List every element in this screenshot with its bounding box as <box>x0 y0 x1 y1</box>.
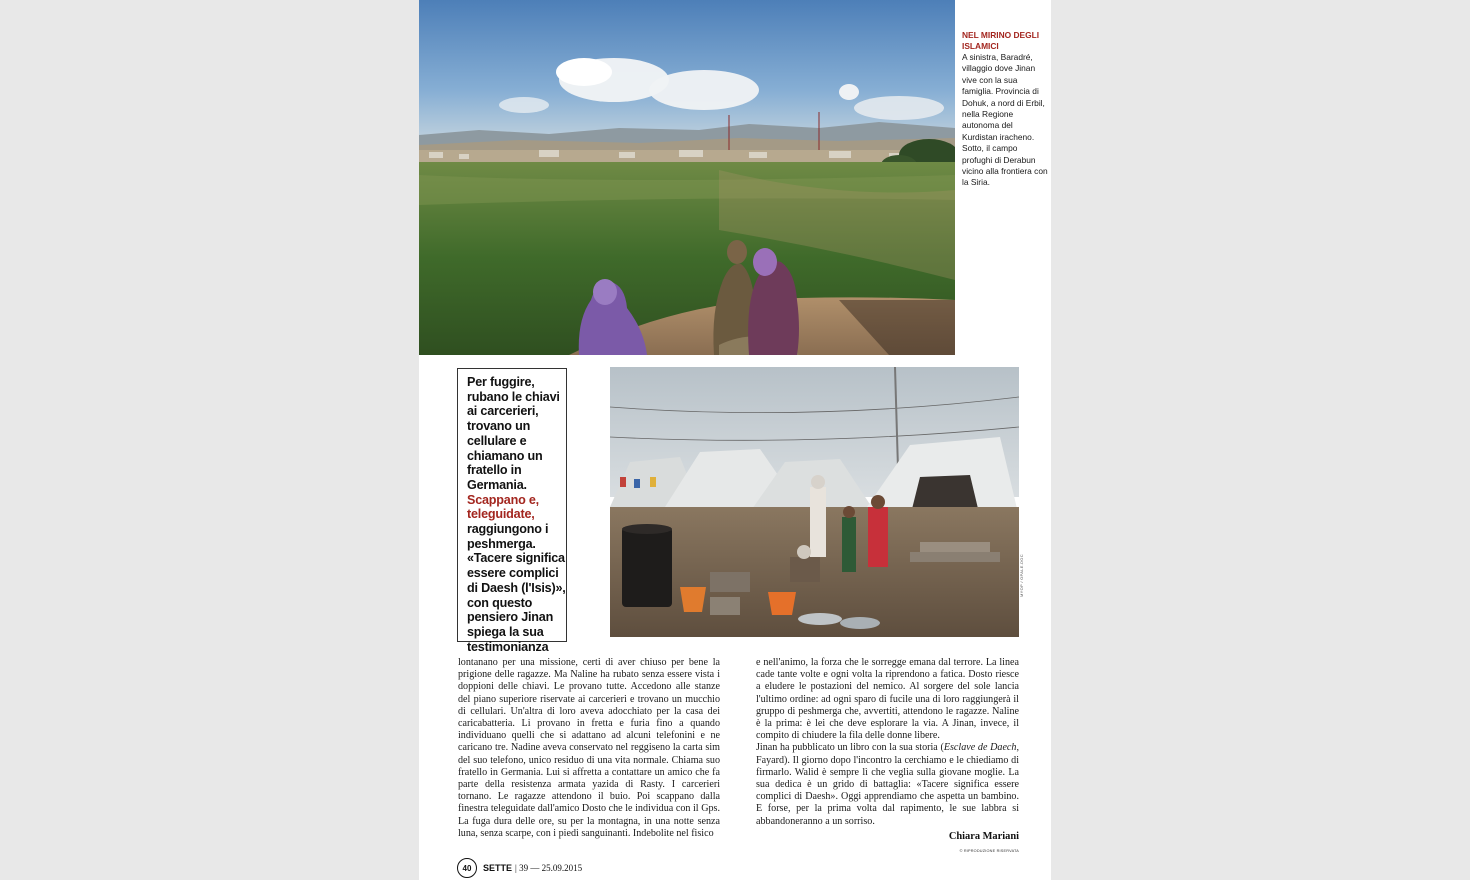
rights-notice: © RIPRODUZIONE RISERVATA <box>959 849 1019 853</box>
village-landscape-photo <box>419 0 955 355</box>
refugee-camp-photo <box>610 367 1019 637</box>
page-number: 40 <box>457 858 477 878</box>
pull-quote-box <box>457 368 567 654</box>
issue-info: | 39 — 25.09.2015 <box>515 863 583 873</box>
pull-quote-part2: raggiungono i peshmerga. «Tacere significa essere complici di Daesh (l'Isis)», con questo pensiero Jinan spiega la sua testimonianza <box>467 522 566 654</box>
pull-quote <box>467 375 566 654</box>
body-paragraph: lontanano per una missione, certi di aver chiuso per bene la prigione delle ragazze. Ma Naline ha rubato senza essere vista i doppioni delle chiavi. Le provano tutte. Accedono alle stanze del piano superiore riservate ai carcerieri e trovano un mucchio di cellulari. Un'altra di loro aveva adocchiato per la casa dei caricabatteria. Li provano in fretta e furia fino a quando individuano quelli che si adattano ad alcuni telefonini e ne caricano tre. Nadine aveva conservato nel reggiseno la carta sim del suo telefono, unico residuo di una vita normale. Chiama suo fratello in Germania. Lui si affretta a contattare un amico che fa parte della resistenza armata yazida di Rasty. I carcerieri tornano. Le ragazze attendono il buio. Poi scappano dalla finestra teleguidate dall'amico Dosto che le individua con il Gps. La fuga dura delle ore, su per la montagna, in una notte senza luna, senza scarpe, con i piedi sanguinanti. Indebolite nel fisico <box>458 657 720 839</box>
body-column-1 <box>458 657 720 840</box>
pull-quote-part1: Per fuggire, rubano le chiavi ai carcerieri, trovano un cellulare e chiamano un fratello in Germania. <box>467 375 560 492</box>
author-signature: Chiara Mariani <box>948 831 1019 842</box>
magazine-page <box>419 0 1051 880</box>
caption-text: A sinistra, Baradré, villaggio dove Jinan vive con la sua famiglia. Provincia di Dohuk, a nord di Erbil, nella Regione autonoma del Kurdistan iracheno. Sotto, il campo profughi di Derabun vicino alla frontiera con la Siria. <box>962 52 1048 188</box>
book-title: Esclave de Daech <box>943 742 1017 754</box>
body-paragraph: e nell'animo, la forza che le sorregge emana dal terrore. La linea cade tante volte e ogni volta la riprendono a fatica. Dosto riesce a eludere le postazioni del nemico. Al sorgere del sole lancia l'ultimo ordine: ad ogni sparo di fucile una di loro raggiungerà il gruppo di peshmerga che, avvertiti, attendono le ragazze. Naline è la prima: è lei che deve esplorare la via. A Jinan, invece, il compito di chiudere la fila delle donne libere. <box>756 657 1019 742</box>
page-footer <box>457 858 582 878</box>
body-paragraph <box>756 742 1019 827</box>
body-text: , Fayard). Il giorno dopo l'incontro la cerchiamo e le chiediamo di firmarlo. Walid è sempre lì che veglia sulla giovane moglie. La sua dedica è un grido di battaglia: «Tacere significa essere complici di Daesh». Oggi apprendiamo che aspetta un bambino. E forse, per la prima volta dal rapimento, le sue labbra si abbandoneranno a un sorriso. <box>756 742 1019 827</box>
pull-quote-highlight: Scappano e, teleguidate, <box>467 492 539 522</box>
magazine-name: SETTE <box>483 863 513 873</box>
body-column-2 <box>756 657 1019 828</box>
caption-title: NEL MIRINO DEGLI ISLAMICI <box>962 30 1040 51</box>
photo-credit: MYOP / OPALE.DOC <box>1019 554 1024 597</box>
photo-caption <box>962 30 1048 189</box>
body-text: Jinan ha pubblicato un libro con la sua storia ( <box>756 742 944 754</box>
